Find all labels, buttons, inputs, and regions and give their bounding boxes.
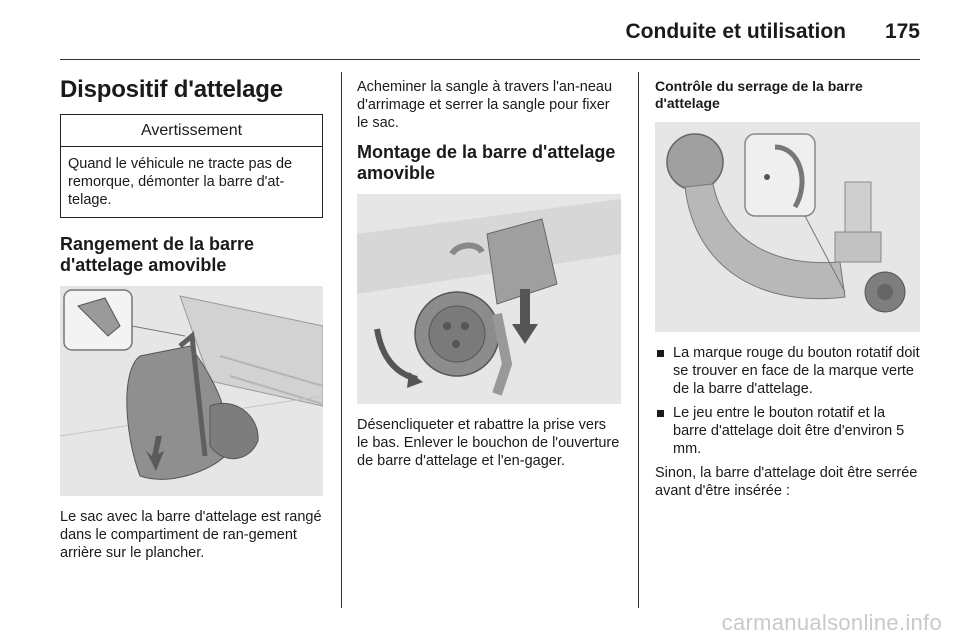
header-rule	[60, 59, 920, 60]
column-1	[60, 72, 323, 572]
mounting-paragraph: Désencliqueter et rabattre la prise vers le bas. Enlever le bouchon de l'ouverture de barre d'attelage et l'en-gager.	[357, 417, 620, 469]
main-title: Dispositif d'attelage	[60, 76, 283, 103]
bullet-text: La marque rouge du bouton rotatif doit se trouver en face de la marque verte de la barre d'attelage.	[673, 345, 920, 397]
page-header	[60, 18, 920, 58]
warning-text: Quand le véhicule ne tracte pas de remorque, démonter la barre d'at-telage.	[68, 156, 293, 208]
check-bullet-list	[655, 344, 920, 458]
watermark: carmanualsonline.info	[721, 610, 942, 635]
section-title-check: Contrôle du serrage de la barre d'attelage	[655, 78, 863, 111]
column-divider-1	[341, 72, 342, 608]
bullet-square-icon	[657, 350, 664, 357]
bullet-item	[655, 404, 920, 458]
section-title-mounting: Montage de la barre d'attelage amovible	[357, 142, 616, 183]
figure-storage-bag	[60, 286, 323, 496]
page-number: 175	[884, 20, 920, 43]
bullet-text: Le jeu entre le bouton rotatif et la barre d'attelage doit être d'environ 5 mm.	[673, 405, 905, 457]
column-3	[655, 72, 920, 510]
bullet-item	[655, 344, 920, 398]
column-divider-2	[638, 72, 639, 608]
warning-box	[60, 114, 323, 218]
figure-towbar-check	[655, 122, 920, 332]
figure-mounting	[357, 194, 621, 404]
storage-paragraph: Le sac avec la barre d'attelage est rangé dans le compartiment de ran-gement arrière sur le plancher.	[60, 509, 322, 561]
section-title-storage: Rangement de la barre d'attelage amovible	[60, 234, 255, 275]
bullet-square-icon	[657, 410, 664, 417]
column-2	[357, 72, 621, 480]
chapter-title: Conduite et utilisation	[625, 20, 846, 43]
warning-title: Avertissement	[61, 115, 322, 147]
check-paragraph: Sinon, la barre d'attelage doit être serrée avant d'être insérée :	[655, 465, 918, 499]
strap-paragraph: Acheminer la sangle à travers l'an-neau d'arrimage et serrer la sangle pour fixer le sac.	[357, 79, 613, 131]
